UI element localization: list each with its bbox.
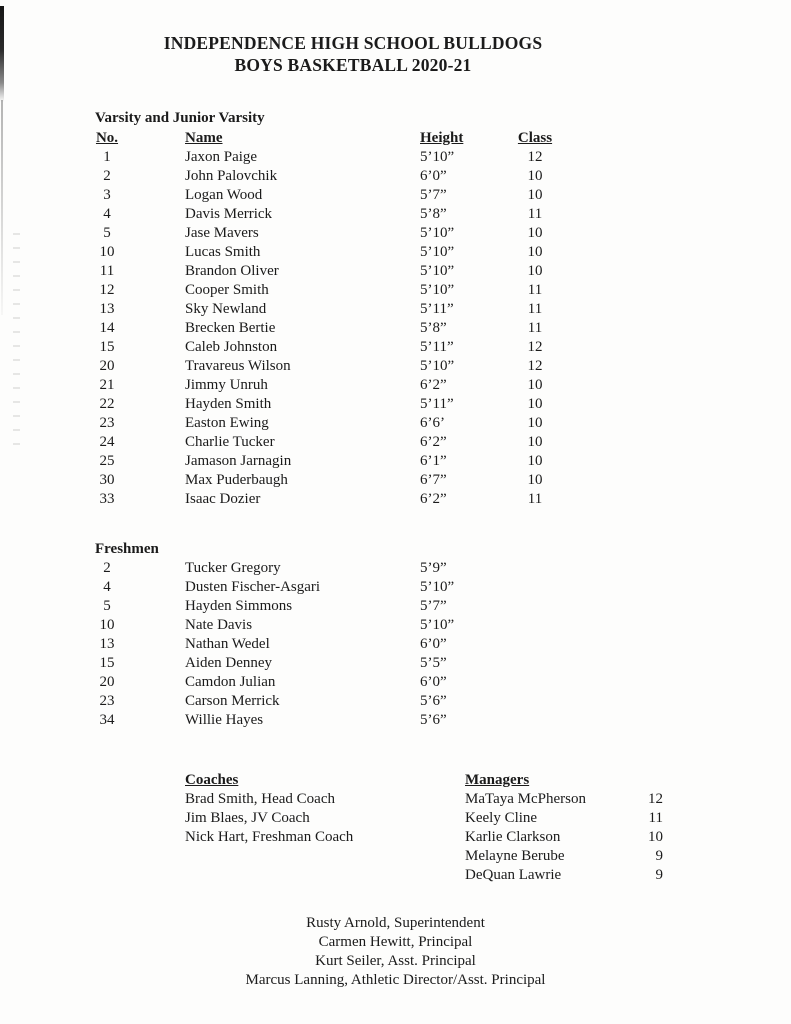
player-number: 25 <box>99 453 115 469</box>
manager-entry <box>465 847 663 866</box>
coach-entry: Brad Smith, Head Coach <box>185 791 335 807</box>
title-line-1: INDEPENDENCE HIGH SCHOOL BULLDOGS <box>163 33 543 53</box>
column-header-no: No. <box>95 130 119 146</box>
player-number: 5 <box>103 598 111 614</box>
player-height: 5’6” <box>420 712 447 728</box>
varsity-roster-row <box>90 471 791 490</box>
freshmen-roster-row <box>90 711 791 730</box>
administrator-entry: Marcus Lanning, Athletic Director/Asst. Principal <box>245 972 546 988</box>
player-class: 11 <box>527 301 543 317</box>
coaches-list <box>185 790 353 847</box>
player-height: 6’2” <box>420 491 447 507</box>
title-line-2: BOYS BASKETBALL 2020-21 <box>234 55 472 75</box>
varsity-roster-row <box>90 490 791 509</box>
manager-entry <box>465 828 663 847</box>
freshmen-section <box>0 539 791 730</box>
varsity-roster-row <box>90 281 791 300</box>
player-name: Cooper Smith <box>185 282 269 298</box>
player-number: 24 <box>99 434 115 450</box>
player-number: 4 <box>103 206 111 222</box>
column-header-name: Name <box>185 130 223 146</box>
column-header-class: Class <box>517 130 553 146</box>
player-number: 30 <box>99 472 115 488</box>
manager-class: 9 <box>655 867 663 883</box>
player-number: 14 <box>99 320 115 336</box>
player-number: 23 <box>99 693 115 709</box>
player-class: 10 <box>527 396 543 412</box>
player-name: Isaac Dozier <box>185 491 261 507</box>
player-height: 5’9” <box>420 560 447 576</box>
varsity-roster-row <box>90 338 791 357</box>
player-height: 5’10” <box>420 617 455 633</box>
player-height: 6’2” <box>420 377 447 393</box>
player-height: 6’0” <box>420 674 447 690</box>
player-name: Brandon Oliver <box>185 263 279 279</box>
varsity-roster-row <box>90 205 791 224</box>
manager-name: Keely Cline <box>465 810 538 826</box>
player-number: 11 <box>99 263 115 279</box>
player-number: 13 <box>99 636 115 652</box>
player-number: 15 <box>99 655 115 671</box>
managers-list <box>465 790 663 885</box>
player-name: Jase Mavers <box>185 225 259 241</box>
player-class: 12 <box>527 339 543 355</box>
player-name: Sky Newland <box>185 301 267 317</box>
varsity-roster-row <box>90 224 791 243</box>
player-height: 6’0” <box>420 168 447 184</box>
player-number: 23 <box>99 415 115 431</box>
freshmen-roster-row <box>90 559 791 578</box>
player-height: 6’2” <box>420 434 447 450</box>
varsity-roster <box>90 148 791 509</box>
player-height: 5’10” <box>420 149 455 165</box>
player-number: 21 <box>99 377 115 393</box>
varsity-roster-row <box>90 262 791 281</box>
varsity-roster-row <box>90 357 791 376</box>
varsity-roster-row <box>90 319 791 338</box>
player-number: 12 <box>99 282 115 298</box>
player-number: 34 <box>99 712 115 728</box>
player-name: Jaxon Paige <box>185 149 258 165</box>
player-name: Travareus Wilson <box>185 358 291 374</box>
manager-entry <box>465 809 663 828</box>
player-class: 10 <box>527 225 543 241</box>
managers-header: Managers <box>465 772 530 788</box>
player-class: 11 <box>527 282 543 298</box>
player-height: 5’10” <box>420 358 455 374</box>
manager-class: 10 <box>648 829 663 845</box>
freshmen-roster-row <box>90 616 791 635</box>
player-height: 5’10” <box>420 579 455 595</box>
player-height: 5’8” <box>420 320 447 336</box>
player-height: 6’7” <box>420 472 447 488</box>
document-title <box>0 32 706 76</box>
player-height: 6’6’ <box>420 415 445 431</box>
player-class: 10 <box>527 415 543 431</box>
manager-class: 9 <box>655 848 663 864</box>
player-name: Caleb Johnston <box>185 339 278 355</box>
player-number: 15 <box>99 339 115 355</box>
player-class: 11 <box>527 320 543 336</box>
player-height: 5’10” <box>420 244 455 260</box>
manager-name: Karlie Clarkson <box>465 829 561 845</box>
player-height: 6’0” <box>420 636 447 652</box>
player-height: 5’7” <box>420 598 447 614</box>
manager-class: 12 <box>648 791 663 807</box>
manager-class: 11 <box>648 810 663 826</box>
player-name: Hayden Smith <box>185 396 272 412</box>
column-header-height: Height <box>420 130 464 146</box>
player-name: John Palovchik <box>185 168 278 184</box>
coaches-block <box>185 771 353 847</box>
player-number: 10 <box>99 617 115 633</box>
varsity-section-title: Varsity and Junior Varsity <box>95 110 265 126</box>
freshmen-roster-row <box>90 692 791 711</box>
player-number: 20 <box>99 358 115 374</box>
administrator-entry: Kurt Seiler, Asst. Principal <box>315 953 476 969</box>
player-name: Willie Hayes <box>185 712 264 728</box>
player-name: Dusten Fischer-Asgari <box>185 579 321 595</box>
player-number: 10 <box>99 244 115 260</box>
player-class: 10 <box>527 168 543 184</box>
player-height: 5’11” <box>420 396 454 412</box>
player-class: 10 <box>527 187 543 203</box>
player-class: 10 <box>527 263 543 279</box>
manager-entry <box>465 790 663 809</box>
player-name: Nathan Wedel <box>185 636 270 652</box>
player-name: Brecken Bertie <box>185 320 276 336</box>
player-class: 10 <box>527 244 543 260</box>
player-class: 11 <box>527 206 543 222</box>
player-class: 11 <box>527 491 543 507</box>
coach-entry: Jim Blaes, JV Coach <box>185 810 310 826</box>
player-name: Tucker Gregory <box>185 560 281 576</box>
player-height: 5’11” <box>420 301 454 317</box>
player-height: 5’10” <box>420 225 455 241</box>
player-number: 2 <box>103 560 111 576</box>
player-name: Carson Merrick <box>185 693 280 709</box>
player-name: Lucas Smith <box>185 244 261 260</box>
player-number: 3 <box>103 187 111 203</box>
player-height: 5’5” <box>420 655 447 671</box>
player-number: 22 <box>99 396 115 412</box>
coaches-header: Coaches <box>185 772 239 788</box>
player-number: 20 <box>99 674 115 690</box>
varsity-roster-row <box>90 300 791 319</box>
varsity-section <box>0 108 791 509</box>
player-class: 10 <box>527 377 543 393</box>
player-class: 10 <box>527 472 543 488</box>
player-height: 5’6” <box>420 693 447 709</box>
administrator-entry: Rusty Arnold, Superintendent <box>306 915 485 931</box>
manager-name: MaTaya McPherson <box>465 791 587 807</box>
varsity-roster-row <box>90 167 791 186</box>
player-number: 13 <box>99 301 115 317</box>
varsity-roster-row <box>90 414 791 433</box>
freshmen-roster-row <box>90 635 791 654</box>
varsity-roster-row <box>90 395 791 414</box>
player-name: Jamason Jarnagin <box>185 453 292 469</box>
player-class: 10 <box>527 453 543 469</box>
player-name: Nate Davis <box>185 617 253 633</box>
player-name: Logan Wood <box>185 187 263 203</box>
player-number: 4 <box>103 579 111 595</box>
freshmen-section-title: Freshmen <box>95 541 159 557</box>
freshmen-roster <box>90 559 791 730</box>
player-number: 2 <box>103 168 111 184</box>
player-height: 5’8” <box>420 206 447 222</box>
freshmen-roster-row <box>90 654 791 673</box>
player-name: Hayden Simmons <box>185 598 293 614</box>
administration-section <box>0 914 791 990</box>
player-height: 6’1” <box>420 453 447 469</box>
varsity-roster-row <box>90 243 791 262</box>
varsity-roster-row <box>90 148 791 167</box>
player-height: 5’10” <box>420 282 455 298</box>
administrator-entry: Carmen Hewitt, Principal <box>318 934 473 950</box>
player-class: 12 <box>527 358 543 374</box>
coach-entry: Nick Hart, Freshman Coach <box>185 829 354 845</box>
player-height: 5’10” <box>420 263 455 279</box>
player-name: Aiden Denney <box>185 655 273 671</box>
varsity-roster-row <box>90 186 791 205</box>
player-height: 5’11” <box>420 339 454 355</box>
varsity-roster-row <box>90 433 791 452</box>
player-number: 1 <box>103 149 111 165</box>
manager-name: Melayne Berube <box>465 848 565 864</box>
player-name: Max Puderbaugh <box>185 472 288 488</box>
player-name: Camdon Julian <box>185 674 276 690</box>
manager-entry <box>465 866 663 885</box>
varsity-header-row <box>90 128 791 148</box>
freshmen-roster-row <box>90 673 791 692</box>
player-name: Charlie Tucker <box>185 434 275 450</box>
player-name: Jimmy Unruh <box>185 377 268 393</box>
player-name: Davis Merrick <box>185 206 273 222</box>
player-height: 5’7” <box>420 187 447 203</box>
varsity-roster-row <box>90 376 791 395</box>
freshmen-roster-row <box>90 578 791 597</box>
manager-name: DeQuan Lawrie <box>465 867 562 883</box>
player-class: 10 <box>527 434 543 450</box>
player-number: 33 <box>99 491 115 507</box>
player-class: 12 <box>527 149 543 165</box>
player-number: 5 <box>103 225 111 241</box>
freshmen-roster-row <box>90 597 791 616</box>
varsity-roster-row <box>90 452 791 471</box>
managers-block <box>465 771 663 885</box>
player-name: Easton Ewing <box>185 415 269 431</box>
